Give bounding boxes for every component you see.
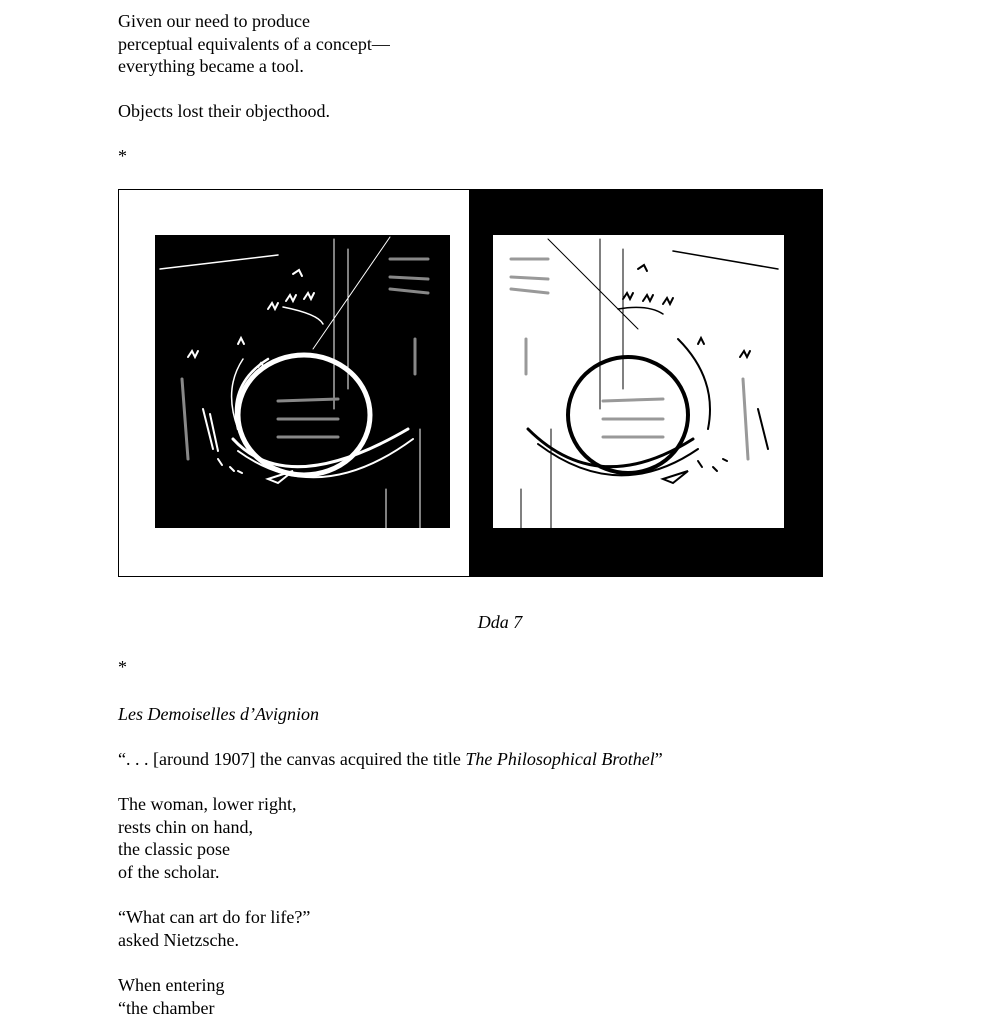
stanza-chamber	[118, 974, 224, 1019]
text-line: asked Nietzsche.	[118, 929, 239, 950]
text-line: everything became a tool.	[118, 56, 304, 76]
text-line: of the scholar.	[118, 861, 220, 882]
quote-line	[118, 748, 663, 771]
separator-asterisk	[118, 145, 127, 168]
objecthood-line	[118, 100, 330, 123]
figure-caption: Dda 7	[477, 612, 523, 632]
asterisk: *	[118, 657, 127, 677]
text-line: rests chin on hand,	[118, 816, 253, 837]
section-title	[118, 703, 319, 726]
text-line: the classic pose	[118, 839, 230, 859]
figure-dda-7	[118, 189, 823, 577]
text-line: Given our need to produce	[118, 11, 310, 31]
quote-after: ”	[654, 749, 663, 769]
opening-stanza	[118, 10, 390, 78]
text-line: perceptual equivalents of a concept—	[118, 33, 390, 54]
quote-italic-title: The Philosophical Brothel	[465, 749, 655, 769]
text-line: When entering	[118, 975, 225, 995]
separator-asterisk	[118, 656, 127, 679]
quote	[118, 748, 663, 771]
text-line: Objects lost their objecthood.	[118, 101, 330, 121]
stanza-nietzsche	[118, 906, 310, 951]
text-line: “the chamber	[118, 997, 215, 1018]
asterisk: *	[118, 146, 127, 166]
positive-drawing-panel	[470, 189, 823, 577]
text-line: The woman, lower right,	[118, 794, 297, 814]
negative-drawing-panel	[119, 190, 470, 577]
stanza-scholar	[118, 793, 296, 883]
quote-before: “. . . [around 1907] the canvas acquired the title	[118, 749, 466, 769]
title-text: Les Demoiselles d’Avignion	[118, 704, 319, 724]
text-line: “What can art do for life?”	[118, 907, 311, 927]
